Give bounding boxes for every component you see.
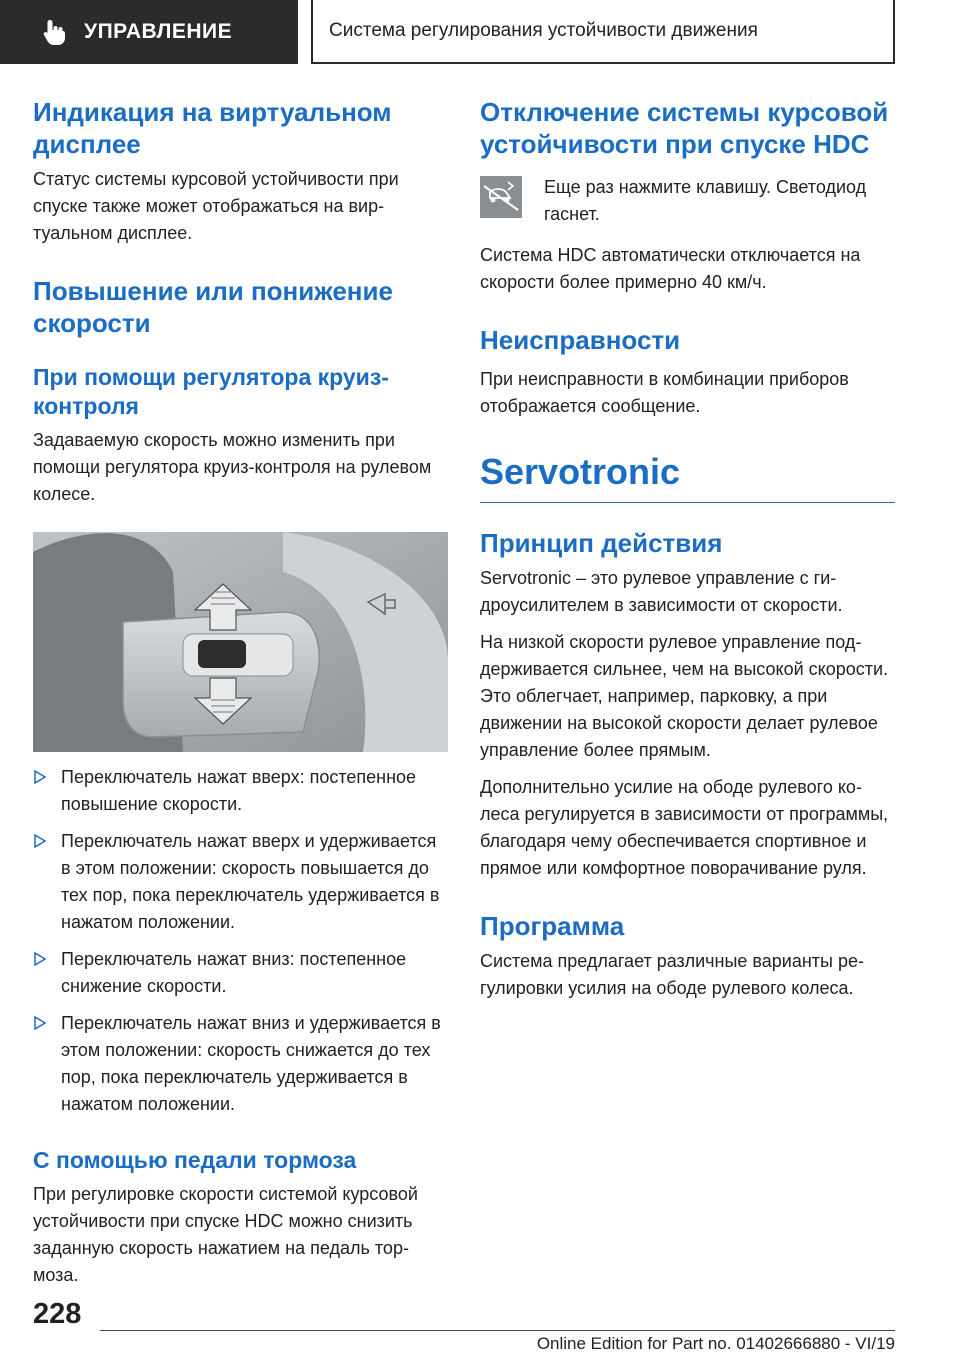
triangle-bullet-icon	[33, 952, 47, 966]
heading-speed-change: Повышение или понижение скорости	[33, 276, 393, 338]
heading-cruise-control: При помощи регулятора круиз-контроля	[33, 364, 389, 419]
paragraph-brake-pedal: При регулировке скорости системой курсовой устойчивости при спуске HDC можно снизить заданную скорость нажатием на педаль тормоза.	[33, 1184, 418, 1285]
chapter-tab	[311, 0, 895, 64]
heading-brake-pedal: С помощью педали тормоза	[33, 1147, 357, 1173]
heading-hdc-off: Отключение системы курсовой устойчивости при спуске HDC	[480, 97, 889, 159]
heading-faults: Неисправности	[480, 325, 681, 355]
triangle-bullet-icon	[33, 1016, 47, 1030]
paragraph-virtual-display: Статус системы курсовой устойчивости при спуске также может отображаться на виртуальном дисплее.	[33, 169, 399, 243]
heading-servotronic: Servotronic	[480, 450, 895, 503]
paragraph-cruise-control: Задаваемую скорость можно изменить при помощи регулятора круиз-контроля на рулевом колесе.	[33, 430, 432, 504]
footer-divider	[100, 1330, 895, 1331]
right-column	[480, 96, 895, 1002]
page-header	[0, 0, 960, 66]
paragraph-hdc-button: Еще раз нажмите клавишу. Светодиод гаснет.	[544, 177, 867, 224]
triangle-bullet-icon	[33, 770, 47, 784]
list-item: Переключатель нажат вверх и удерживается в этом положении: скорость повышается до тех пор, пока переключатель удерживается в нажатом положении.	[33, 828, 448, 936]
paragraph-principle-3: Дополнительно усилие на ободе рулевого колеса регулируется в зависимости от программы, благодаря чему обеспечивается спортивное и прямое или комфортное поворачивание руля.	[480, 777, 889, 878]
section-title: УПРАВЛЕНИЕ	[84, 20, 233, 43]
triangle-bullet-icon	[33, 834, 47, 848]
chapter-title: Система регулирования устойчивости движения	[329, 20, 758, 41]
paragraph-program: Система предлагает различные варианты регулировки усилия на ободе рулевого колеса.	[480, 951, 865, 998]
paragraph-principle-2: На низкой скорости рулевое управление поддерживается сильнее, чем на высокой скорости. Это облегчает, например, парковку, а при движении на высокой скорости делает рулевое управление более прямым.	[480, 632, 889, 760]
heading-program: Программа	[480, 911, 625, 941]
list-item: Переключатель нажат вниз: постепенное снижение скорости.	[33, 946, 448, 1000]
hdc-descent-icon	[480, 176, 522, 218]
paragraph-faults: При неисправности в комбинации приборов отображается сообщение.	[480, 369, 849, 416]
paragraph-principle-1: Servotronic – это рулевое управление с гидроусилителем в зависимости от скорости.	[480, 568, 843, 615]
page-number: 228	[33, 1298, 82, 1330]
section-tab	[0, 0, 298, 64]
edition-note: Online Edition for Part no. 01402666880 - VI/19	[536, 1334, 895, 1353]
steering-wheel-photo	[33, 532, 448, 752]
list-item: Переключатель нажат вниз и удерживается в этом положении: скорость снижается до тех пор, пока переключатель удерживается в нажатом положении.	[33, 1010, 448, 1118]
list-item: Переключатель нажат вверх: постепенное повышение скорости.	[33, 764, 448, 818]
hdc-instruction	[480, 174, 895, 228]
heading-virtual-display: Индикация на виртуальном дисплее	[33, 97, 392, 159]
heading-principle: Принцип действия	[480, 528, 723, 558]
speed-bullets	[33, 764, 448, 1118]
hand-pointer-icon	[40, 17, 70, 47]
left-column	[33, 96, 448, 1289]
paragraph-hdc-auto-off: Система HDC автоматически отключается на скорости более примерно 40 км/ч.	[480, 245, 861, 292]
